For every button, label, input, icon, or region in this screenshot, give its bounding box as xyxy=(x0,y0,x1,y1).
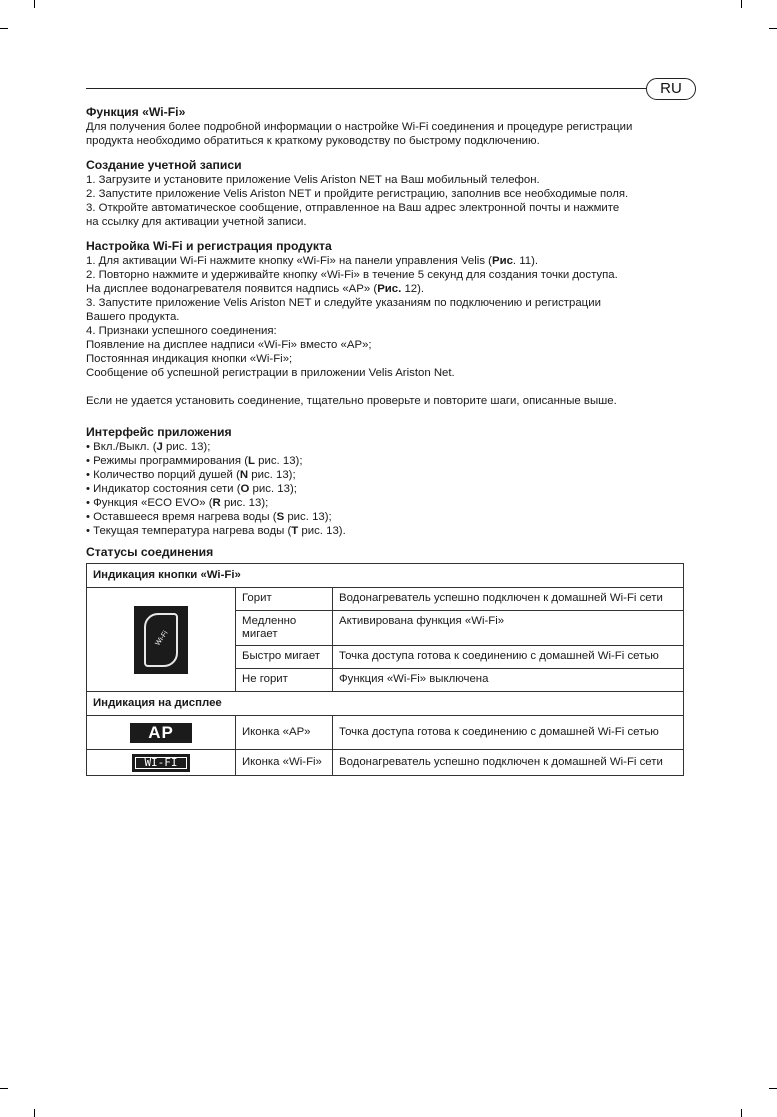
crop-mark xyxy=(769,28,777,29)
section-title: Создание учетной записи xyxy=(86,158,242,172)
text-line: Для получения более подробной информации о настройке Wi-Fi соединения и процедуре регистрации xyxy=(86,121,633,133)
text-line: продукта необходимо обратиться к краткому руководству по быстрому подключению. xyxy=(86,135,540,147)
account-creation-section xyxy=(86,158,686,229)
troubleshoot-note: Если не удается установить соединение, тщательно проверьте и повторите шаги, описанные выше. xyxy=(86,395,617,407)
list-item: • Режимы программирования (L рис. 13); xyxy=(86,455,303,467)
list-item: • Индикатор состояния сети (O рис. 13); xyxy=(86,483,297,495)
wifi-display-icon: WI-FI xyxy=(132,754,190,772)
list-item: • Вкл./Выкл. (J рис. 13); xyxy=(86,441,211,453)
crop-mark xyxy=(0,28,8,29)
document-body xyxy=(86,105,686,776)
crop-mark xyxy=(34,1109,35,1117)
table-cell: Горит xyxy=(236,588,333,611)
crop-mark xyxy=(0,1088,8,1089)
text-line: Сообщение об успешной регистрации в приложении Velis Ariston Net. xyxy=(86,367,455,379)
table-cell: Точка доступа готова к соединению с домашней Wi-Fi сетью xyxy=(333,646,684,669)
list-item: • Функция «ECO EVO» (R рис. 13); xyxy=(86,497,269,509)
text-line: 1. Для активации Wi-Fi нажмите кнопку «Wi-Fi» на панели управления Velis (Рис. 11). xyxy=(86,255,539,267)
text-line: 2. Повторно нажмите и удерживайте кнопку «Wi-Fi» в течение 5 секунд для создания точки доступа. xyxy=(86,269,618,281)
table-row xyxy=(87,564,684,588)
table-row xyxy=(87,692,684,716)
table-section-header: Индикация на дисплее xyxy=(87,692,684,716)
header-rule xyxy=(86,88,646,89)
table-section-header: Индикация кнопки «Wi-Fi» xyxy=(87,564,684,588)
wifi-function-section xyxy=(86,105,686,148)
wifi-display-image-cell xyxy=(87,750,236,776)
section-title: Функция «Wi-Fi» xyxy=(86,105,186,119)
crop-mark xyxy=(741,0,742,8)
crop-mark xyxy=(741,1109,742,1117)
text-line: на ссылку для активации учетной записи. xyxy=(86,216,307,228)
text-line: Появление на дисплее надписи «Wi-Fi» вместо «AP»; xyxy=(86,339,372,351)
table-cell: Водонагреватель успешно подключен к домашней Wi-Fi сети xyxy=(333,750,684,776)
crop-mark xyxy=(34,0,35,8)
wifi-button-icon: Wi-Fi xyxy=(134,606,188,674)
text-line: На дисплее водонагревателя появится надпись «AP» (Рис. 12). xyxy=(86,283,425,295)
wifi-setup-section xyxy=(86,239,686,408)
list-item: • Количество порций душей (N рис. 13); xyxy=(86,469,296,481)
section-title: Настройка Wi-Fi и регистрация продукта xyxy=(86,239,332,253)
table-cell: Не горит xyxy=(236,669,333,692)
app-interface-section xyxy=(86,425,686,538)
table-row xyxy=(87,716,684,750)
table-cell: Быстро мигает xyxy=(236,646,333,669)
text-line: 1. Загрузите и установите приложение Velis Ariston NET на Ваш мобильный телефон. xyxy=(86,174,540,186)
section-title: Статусы соединения xyxy=(86,545,214,559)
text-line: 4. Признаки успешного соединения: xyxy=(86,325,277,337)
list-item: • Текущая температура нагрева воды (T рис. 13). xyxy=(86,525,346,537)
table-cell: Иконка «Wi-Fi» xyxy=(236,750,333,776)
ap-display-image-cell xyxy=(87,716,236,750)
table-cell: Функция «Wi-Fi» выключена xyxy=(333,669,684,692)
table-cell: Активирована функция «Wi-Fi» xyxy=(333,611,684,646)
language-badge: RU xyxy=(646,78,696,100)
table-row xyxy=(87,750,684,776)
crop-mark xyxy=(769,1088,777,1089)
text-line: 3. Откройте автоматическое сообщение, отправленное на Ваш адрес электронной почты и нажмите xyxy=(86,202,620,214)
text-line: Постоянная индикация кнопки «Wi-Fi»; xyxy=(86,353,293,365)
text-line: 2. Запустите приложение Velis Ariston NET и пройдите регистрацию, заполнив все необходимые поля. xyxy=(86,188,629,200)
section-title: Интерфейс приложения xyxy=(86,425,232,439)
table-cell: Водонагреватель успешно подключен к домашней Wi-Fi сети xyxy=(333,588,684,611)
wifi-button-image-cell xyxy=(87,588,236,692)
text-line: 3. Запустите приложение Velis Ariston NET и следуйте указаниям по подключению и регистрации xyxy=(86,297,601,309)
table-cell: Медленно мигает xyxy=(236,611,333,646)
ap-display-icon: AP xyxy=(130,723,192,743)
text-line: Вашего продукта. xyxy=(86,311,180,323)
connection-status-section xyxy=(86,545,686,776)
list-item: • Оставшееся время нагрева воды (S рис. 13); xyxy=(86,511,332,523)
status-table xyxy=(86,563,684,776)
table-cell: Иконка «AP» xyxy=(236,716,333,750)
table-cell: Точка доступа готова к соединению с домашней Wi-Fi сетью xyxy=(333,716,684,750)
table-row xyxy=(87,588,684,611)
